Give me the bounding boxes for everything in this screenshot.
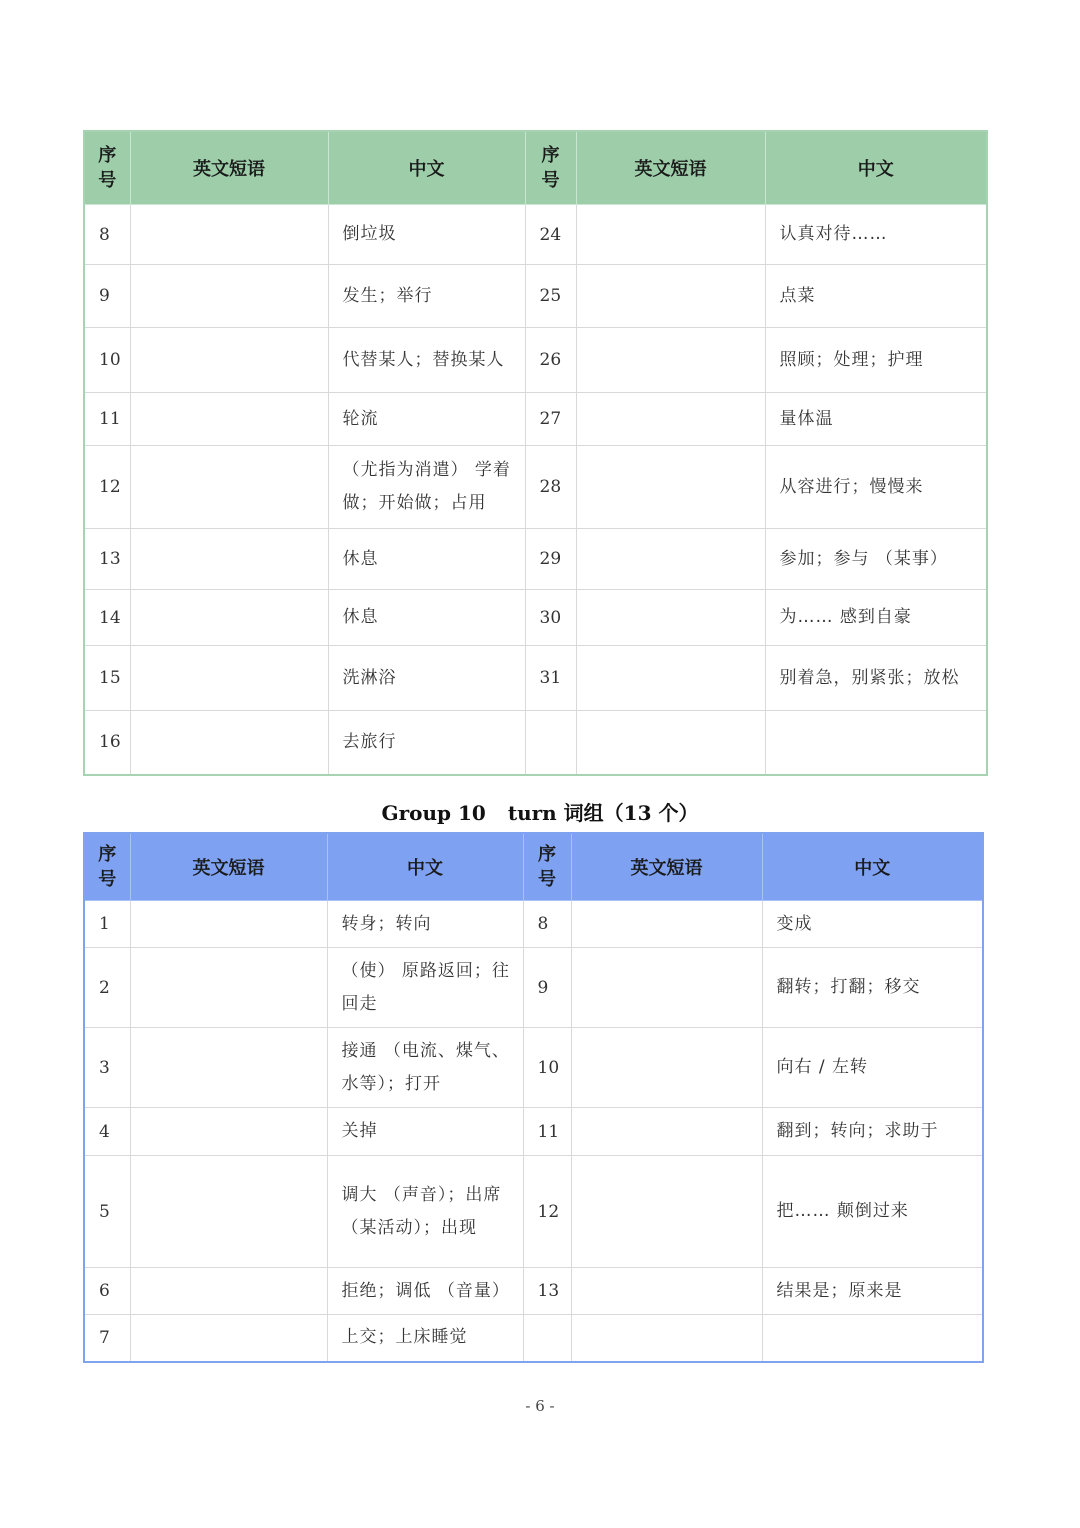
- english-phrase-cell[interactable]: [130, 529, 328, 590]
- row-number: 2: [84, 948, 130, 1028]
- english-phrase-cell[interactable]: [571, 1028, 762, 1108]
- row-number: 11: [84, 393, 130, 446]
- english-phrase-cell[interactable]: [576, 646, 765, 711]
- english-phrase-cell[interactable]: [571, 1268, 762, 1315]
- row-number: 10: [523, 1028, 571, 1108]
- row-number: 6: [84, 1268, 130, 1315]
- row-number: 27: [525, 393, 576, 446]
- chinese-meaning-cell: 结果是；原来是: [762, 1268, 983, 1315]
- table-row: [84, 1108, 983, 1156]
- chinese-meaning-cell: 调大 （声音）；出席 （某活动）；出现: [327, 1156, 523, 1268]
- chinese-meaning-cell: 拒绝；调低 （音量）: [327, 1268, 523, 1315]
- chinese-meaning-cell: （尤指为消遣） 学着做；开始做；占用: [328, 446, 525, 529]
- group-title: [0, 797, 1080, 826]
- chinese-meaning-cell: 洗淋浴: [328, 646, 525, 711]
- row-number: [525, 711, 576, 775]
- chinese-meaning-cell: 休息: [328, 590, 525, 646]
- header-english: 英文短语: [130, 131, 328, 205]
- row-number: 8: [523, 901, 571, 948]
- english-phrase-cell[interactable]: [576, 393, 765, 446]
- header-chinese: 中文: [765, 131, 987, 205]
- chinese-meaning-cell: 上交；上床睡觉: [327, 1315, 523, 1362]
- row-number: 30: [525, 590, 576, 646]
- chinese-meaning-cell: 转身；转向: [327, 901, 523, 948]
- table-row: [84, 1028, 983, 1108]
- table-row: [84, 446, 987, 529]
- row-number: 26: [525, 328, 576, 393]
- header-english: 英文短语: [576, 131, 765, 205]
- english-phrase-cell[interactable]: [576, 265, 765, 328]
- english-phrase-cell[interactable]: [130, 446, 328, 529]
- row-number: 13: [84, 529, 130, 590]
- header-chinese: 中文: [328, 131, 525, 205]
- table-row: [84, 393, 987, 446]
- english-phrase-cell[interactable]: [130, 1315, 327, 1362]
- english-phrase-cell[interactable]: [130, 646, 328, 711]
- chinese-meaning-cell: 接通 （电流、煤气、水等）；打开: [327, 1028, 523, 1108]
- english-phrase-cell[interactable]: [130, 328, 328, 393]
- table-row: [84, 1268, 983, 1315]
- row-number: 12: [84, 446, 130, 529]
- vocab-table-group-9: [83, 130, 988, 776]
- english-phrase-cell[interactable]: [130, 265, 328, 328]
- table-row: [84, 948, 983, 1028]
- row-number: 9: [523, 948, 571, 1028]
- table-row: [84, 646, 987, 711]
- chinese-meaning-cell: 去旅行: [328, 711, 525, 775]
- chinese-meaning-cell: [765, 711, 987, 775]
- chinese-meaning-cell: 代替某人；替换某人: [328, 328, 525, 393]
- english-phrase-cell[interactable]: [130, 948, 327, 1028]
- english-phrase-cell[interactable]: [130, 711, 328, 775]
- chinese-meaning-cell: 别着急，别紧张；放松: [765, 646, 987, 711]
- table-row: [84, 1315, 983, 1362]
- english-phrase-cell[interactable]: [571, 948, 762, 1028]
- chinese-meaning-cell: 发生；举行: [328, 265, 525, 328]
- header-seq: 序 号: [84, 833, 130, 901]
- chinese-meaning-cell: 翻转；打翻；移交: [762, 948, 983, 1028]
- table-header: [84, 131, 987, 205]
- chinese-meaning-cell: 从容进行；慢慢来: [765, 446, 987, 529]
- english-phrase-cell[interactable]: [576, 205, 765, 265]
- chinese-meaning-cell: 关掉: [327, 1108, 523, 1156]
- table-row: [84, 529, 987, 590]
- row-number: 12: [523, 1156, 571, 1268]
- row-number: 31: [525, 646, 576, 711]
- table-row: [84, 901, 983, 948]
- chinese-meaning-cell: 倒垃圾: [328, 205, 525, 265]
- chinese-meaning-cell: 认真对待……: [765, 205, 987, 265]
- chinese-meaning-cell: 点菜: [765, 265, 987, 328]
- group-topic: turn 词组（13 个）: [507, 801, 699, 825]
- english-phrase-cell[interactable]: [130, 1028, 327, 1108]
- chinese-meaning-cell: 向右 / 左转: [762, 1028, 983, 1108]
- row-number: 10: [84, 328, 130, 393]
- header-chinese: 中文: [762, 833, 983, 901]
- row-number: 13: [523, 1268, 571, 1315]
- row-number: 29: [525, 529, 576, 590]
- row-number: 3: [84, 1028, 130, 1108]
- english-phrase-cell[interactable]: [130, 901, 327, 948]
- row-number: 28: [525, 446, 576, 529]
- english-phrase-cell[interactable]: [130, 1156, 327, 1268]
- chinese-meaning-cell: 照顾；处理；护理: [765, 328, 987, 393]
- english-phrase-cell[interactable]: [571, 1108, 762, 1156]
- chinese-meaning-cell: 轮流: [328, 393, 525, 446]
- chinese-meaning-cell: [762, 1315, 983, 1362]
- header-english: 英文短语: [130, 833, 327, 901]
- header-seq: 序 号: [525, 131, 576, 205]
- row-number: 4: [84, 1108, 130, 1156]
- chinese-meaning-cell: 变成: [762, 901, 983, 948]
- english-phrase-cell[interactable]: [576, 590, 765, 646]
- english-phrase-cell[interactable]: [576, 529, 765, 590]
- page-number: - 6 -: [525, 1397, 555, 1415]
- english-phrase-cell[interactable]: [576, 711, 765, 775]
- header-english: 英文短语: [571, 833, 762, 901]
- english-phrase-cell[interactable]: [576, 446, 765, 529]
- english-phrase-cell[interactable]: [571, 1156, 762, 1268]
- english-phrase-cell[interactable]: [576, 328, 765, 393]
- chinese-meaning-cell: （使） 原路返回；往回走: [327, 948, 523, 1028]
- table-row: [84, 590, 987, 646]
- table-row: [84, 265, 987, 328]
- chinese-meaning-cell: 为…… 感到自豪: [765, 590, 987, 646]
- row-number: [523, 1315, 571, 1362]
- row-number: 25: [525, 265, 576, 328]
- table-header: [84, 833, 983, 901]
- table-row: [84, 205, 987, 265]
- english-phrase-cell[interactable]: [571, 901, 762, 948]
- row-number: 5: [84, 1156, 130, 1268]
- row-number: 15: [84, 646, 130, 711]
- table-row: [84, 328, 987, 393]
- vocab-table-group-10: [83, 832, 984, 1363]
- row-number: 11: [523, 1108, 571, 1156]
- header-chinese: 中文: [327, 833, 523, 901]
- row-number: 16: [84, 711, 130, 775]
- row-number: 9: [84, 265, 130, 328]
- english-phrase-cell[interactable]: [130, 1268, 327, 1315]
- chinese-meaning-cell: 量体温: [765, 393, 987, 446]
- english-phrase-cell[interactable]: [130, 393, 328, 446]
- row-number: 7: [84, 1315, 130, 1362]
- row-number: 14: [84, 590, 130, 646]
- chinese-meaning-cell: 翻到；转向；求助于: [762, 1108, 983, 1156]
- group-label: Group 10: [381, 801, 486, 825]
- table-row: [84, 711, 987, 775]
- chinese-meaning-cell: 把…… 颠倒过来: [762, 1156, 983, 1268]
- row-number: 1: [84, 901, 130, 948]
- header-seq: 序 号: [523, 833, 571, 901]
- chinese-meaning-cell: 休息: [328, 529, 525, 590]
- row-number: 24: [525, 205, 576, 265]
- english-phrase-cell[interactable]: [130, 205, 328, 265]
- english-phrase-cell[interactable]: [130, 590, 328, 646]
- english-phrase-cell[interactable]: [571, 1315, 762, 1362]
- english-phrase-cell[interactable]: [130, 1108, 327, 1156]
- table-row: [84, 1156, 983, 1268]
- chinese-meaning-cell: 参加；参与 （某事）: [765, 529, 987, 590]
- header-seq: 序 号: [84, 131, 130, 205]
- row-number: 8: [84, 205, 130, 265]
